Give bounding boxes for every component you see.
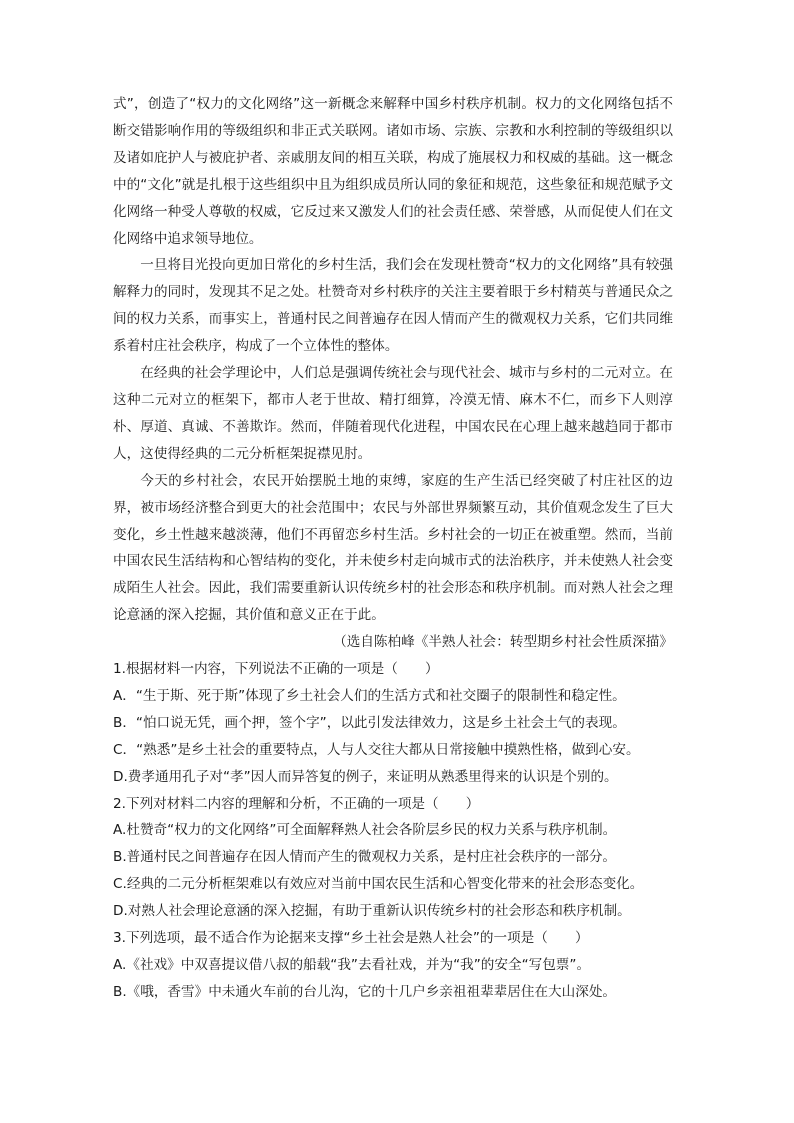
question-stem: 1.根据材料一内容，下列说法不正确的一项是（ ）	[113, 661, 439, 678]
question-stem: 3.下列选项，最不适合作为论据来支撑“乡土社会是熟人社会”的一项是（ ）	[113, 930, 589, 947]
option-c: C.经典的二元分析框架难以有效应对当前中国农民生活和心智变化带来的社会形态变化。	[113, 876, 644, 893]
source-citation: （选自陈柏峰《半熟人社会：转型期乡村社会性质深描》	[333, 634, 673, 651]
option-a: A．“生于斯、死于斯”体现了乡土社会人们的生活方式和社交圈子的限制性和稳定性。	[113, 687, 626, 704]
option-a: A.杜赞奇“权力的文化网络”可全面解释熟人社会各阶层乡民的权力关系与秩序机制。	[113, 822, 617, 839]
question-2	[113, 791, 673, 926]
option-d: D.对熟人社会理论意涵的深入挖掘，有助于重新认识传统乡村的社会形态和秩序机制。	[113, 903, 631, 920]
document-page	[113, 91, 673, 1006]
passage-paragraph: 式”，创造了“权力的文化网络”这一新概念来解释中国乡村秩序机制。权力的文化网络包括不断交错影响作用的等级组织和非正式关联网。诸如市场、宗族、宗教和水利控制的等级组织以及诸如庇护人与被庇护者、亲戚朋友间的相互关联，构成了施展权力和权威的基础。这一概念中的“文化”就是扎根于这些组织中且为组织成员所认同的象征和规范，这些象征和规范赋予文化网络一种受人尊敬的权威，它反过来又激发人们的社会责任感、荣誉感，从而促使人们在文化网络中追求领导地位。	[113, 96, 673, 247]
option-b: B.《哦，香雪》中未通火车前的台儿沟，它的十几户乡亲祖祖辈辈居住在大山深处。	[113, 983, 617, 1000]
passage-paragraph: 今天的乡村社会，农民开始摆脱土地的束缚，家庭的生产生活已经突破了村庄社区的边界，被市场经济整合到更大的社会范围中；农民与外部世界频繁互动，其价值观念发生了巨大变化，乡土性越来越淡薄，他们不再留恋乡村生活。乡村社会的一切正在被重塑。然而，当前中国农民生活结构和心智结构的变化，并未使乡村走向城市式的法治秩序，并未使熟人社会变成陌生人社会。因此，我们需要重新认识传统乡村的社会形态和秩序机制。而对熟人社会之理论意涵的深入挖掘，其价值和意义正在于此。	[113, 472, 673, 624]
question-1	[113, 656, 673, 791]
question-stem: 2.下列对材料二内容的理解和分析，不正确的一项是（ ）	[113, 795, 480, 812]
question-3	[113, 925, 673, 1006]
option-c: C．“熟悉”是乡土社会的重要特点，人与人交往大都从日常接触中摸熟性格，做到心安。	[113, 741, 640, 758]
option-b: B.普通村民之间普遍存在因人情而产生的微观权力关系，是村庄社会秩序的一部分。	[113, 849, 617, 866]
passage	[113, 91, 673, 656]
passage-paragraph: 一旦将目光投向更加日常化的乡村生活，我们会在发现杜赞奇“权力的文化网络”具有较强解释力的同时，发现其不足之处。杜赞奇对乡村秩序的关注主要着眼于乡村精英与普通民众之间的权力关系，而事实上，普通村民之间普遍存在因人情而产生的微观权力关系，它们共同维系着村庄社会秩序，构成了一个立体性的整体。	[113, 257, 673, 355]
option-b: B．“怕口说无凭，画个押，签个字”，以此引发法律效力，这是乡土社会土气的表现。	[113, 714, 626, 731]
option-d: D.费孝通用孔子对“孝”因人而异答复的例子，来证明从熟悉里得来的认识是个别的。	[113, 768, 618, 785]
passage-paragraph: 在经典的社会学理论中，人们总是强调传统社会与现代社会、城市与乡村的二元对立。在这种二元对立的框架下，都市人老于世故、精打细算，冷漠无情、麻木不仁，而乡下人则淳朴、厚道、真诚、不善欺诈。然而，伴随着现代化进程，中国农民在心理上越来越趋同于都市人，这使得经典的二元分析框架捉襟见肘。	[113, 365, 673, 462]
option-a: A.《社戏》中双喜提议借八叔的船载“我”去看社戏，并为“我”的安全“写包票”。	[113, 957, 591, 973]
